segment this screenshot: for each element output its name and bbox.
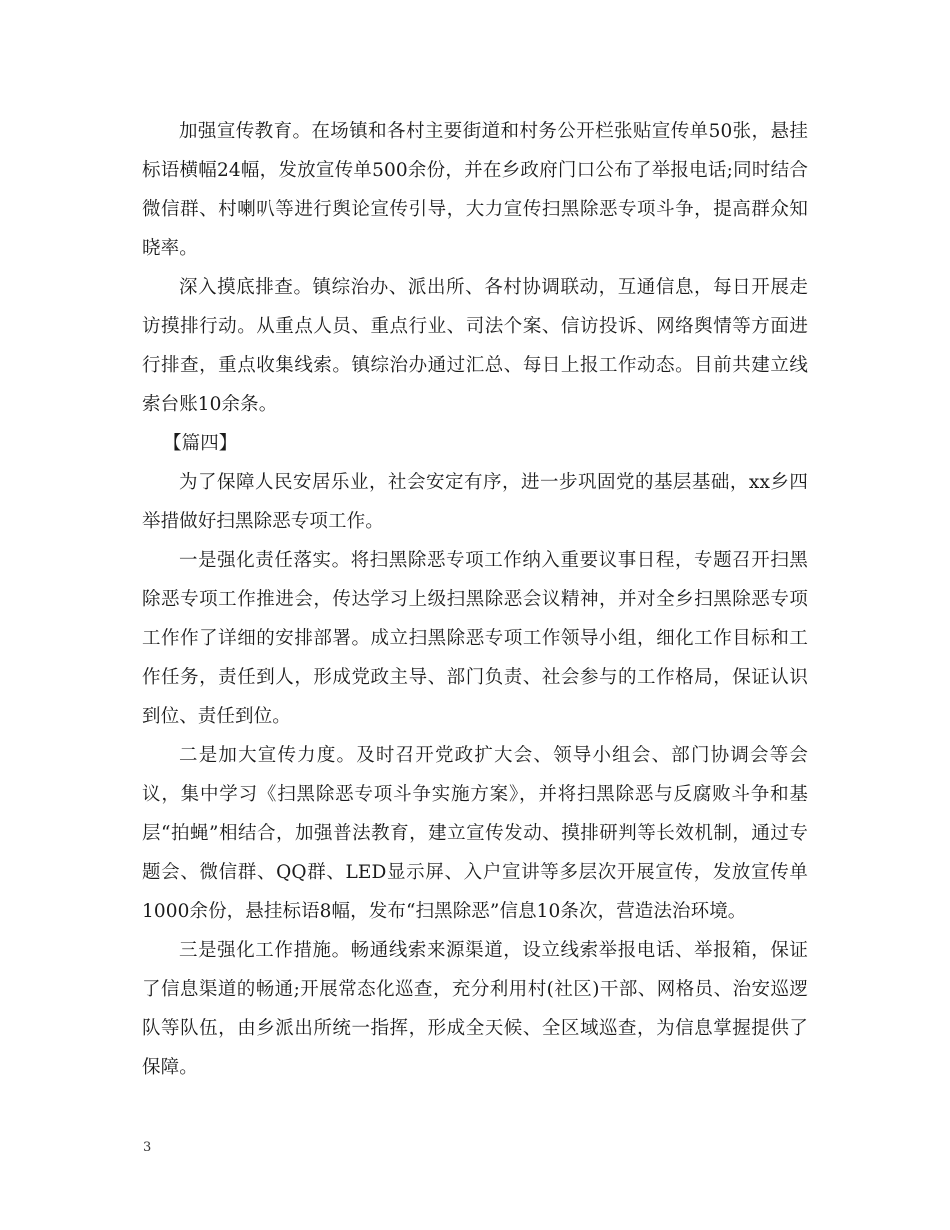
paragraph-measures: 三是强化工作措施。畅通线索来源渠道，设立线索举报电话、举报箱，保证了信息渠道的畅通;开展常态化巡查，充分利用村(社区)干部、网格员、治安巡逻队等队伍，由乡派出所统一指挥，形成全天候、全区域巡查，为信息掌握提供了保障。 <box>142 940 808 1078</box>
document-body <box>142 112 808 1087</box>
paragraph-responsibility: 一是强化责任落实。将扫黑除恶专项工作纳入重要议事日程，专题召开扫黑除恶专项工作推进会，传达学习上级扫黑除恶会议精神，并对全乡扫黑除恶专项工作作了详细的安排部署。成立扫黑除恶专项工作领导小组，细化工作目标和工作任务，责任到人，形成党政主导、部门负责、社会参与的工作格局，保证认识到位、责任到位。 <box>142 550 808 727</box>
paragraph-investigation: 深入摸底排查。镇综治办、派出所、各村协调联动，互通信息，每日开展走访摸排行动。从重点人员、重点行业、司法个案、信访投诉、网络舆情等方面进行排查，重点收集线索。镇综治办通过汇总、每日上报工作动态。目前共建立线索台账10余条。 <box>142 277 808 415</box>
paragraph-introduction: 为了保障人民安居乐业，社会安定有序，进一步巩固党的基层基础，xx乡四举措做好扫黑除恶专项工作。 <box>142 472 808 532</box>
page-number: 3 <box>143 1140 152 1155</box>
section-heading: 【篇四】 <box>163 433 238 454</box>
paragraph-publicity-education: 加强宣传教育。在场镇和各村主要街道和村务公开栏张贴宣传单50张，悬挂标语横幅24幅，发放宣传单500余份，并在乡政府门口公布了举报电话;同时结合微信群、村喇叭等进行舆论宣传引导，大力宣传扫黑除恶专项斗争，提高群众知晓率。 <box>142 121 808 259</box>
paragraph-publicity: 二是加大宣传力度。及时召开党政扩大会、领导小组会、部门协调会等会议，集中学习《扫黑除恶专项斗争实施方案》，并将扫黑除恶与反腐败斗争和基层“拍蝇”相结合，加强普法教育，建立宣传发动、摸排研判等长效机制，通过专题会、微信群、QQ群、LED显示屏、入户宣讲等多层次开展宣传，发放宣传单1000余份，悬挂标语8幅，发布“扫黑除恶”信息10条次，营造法治环境。 <box>142 745 808 922</box>
